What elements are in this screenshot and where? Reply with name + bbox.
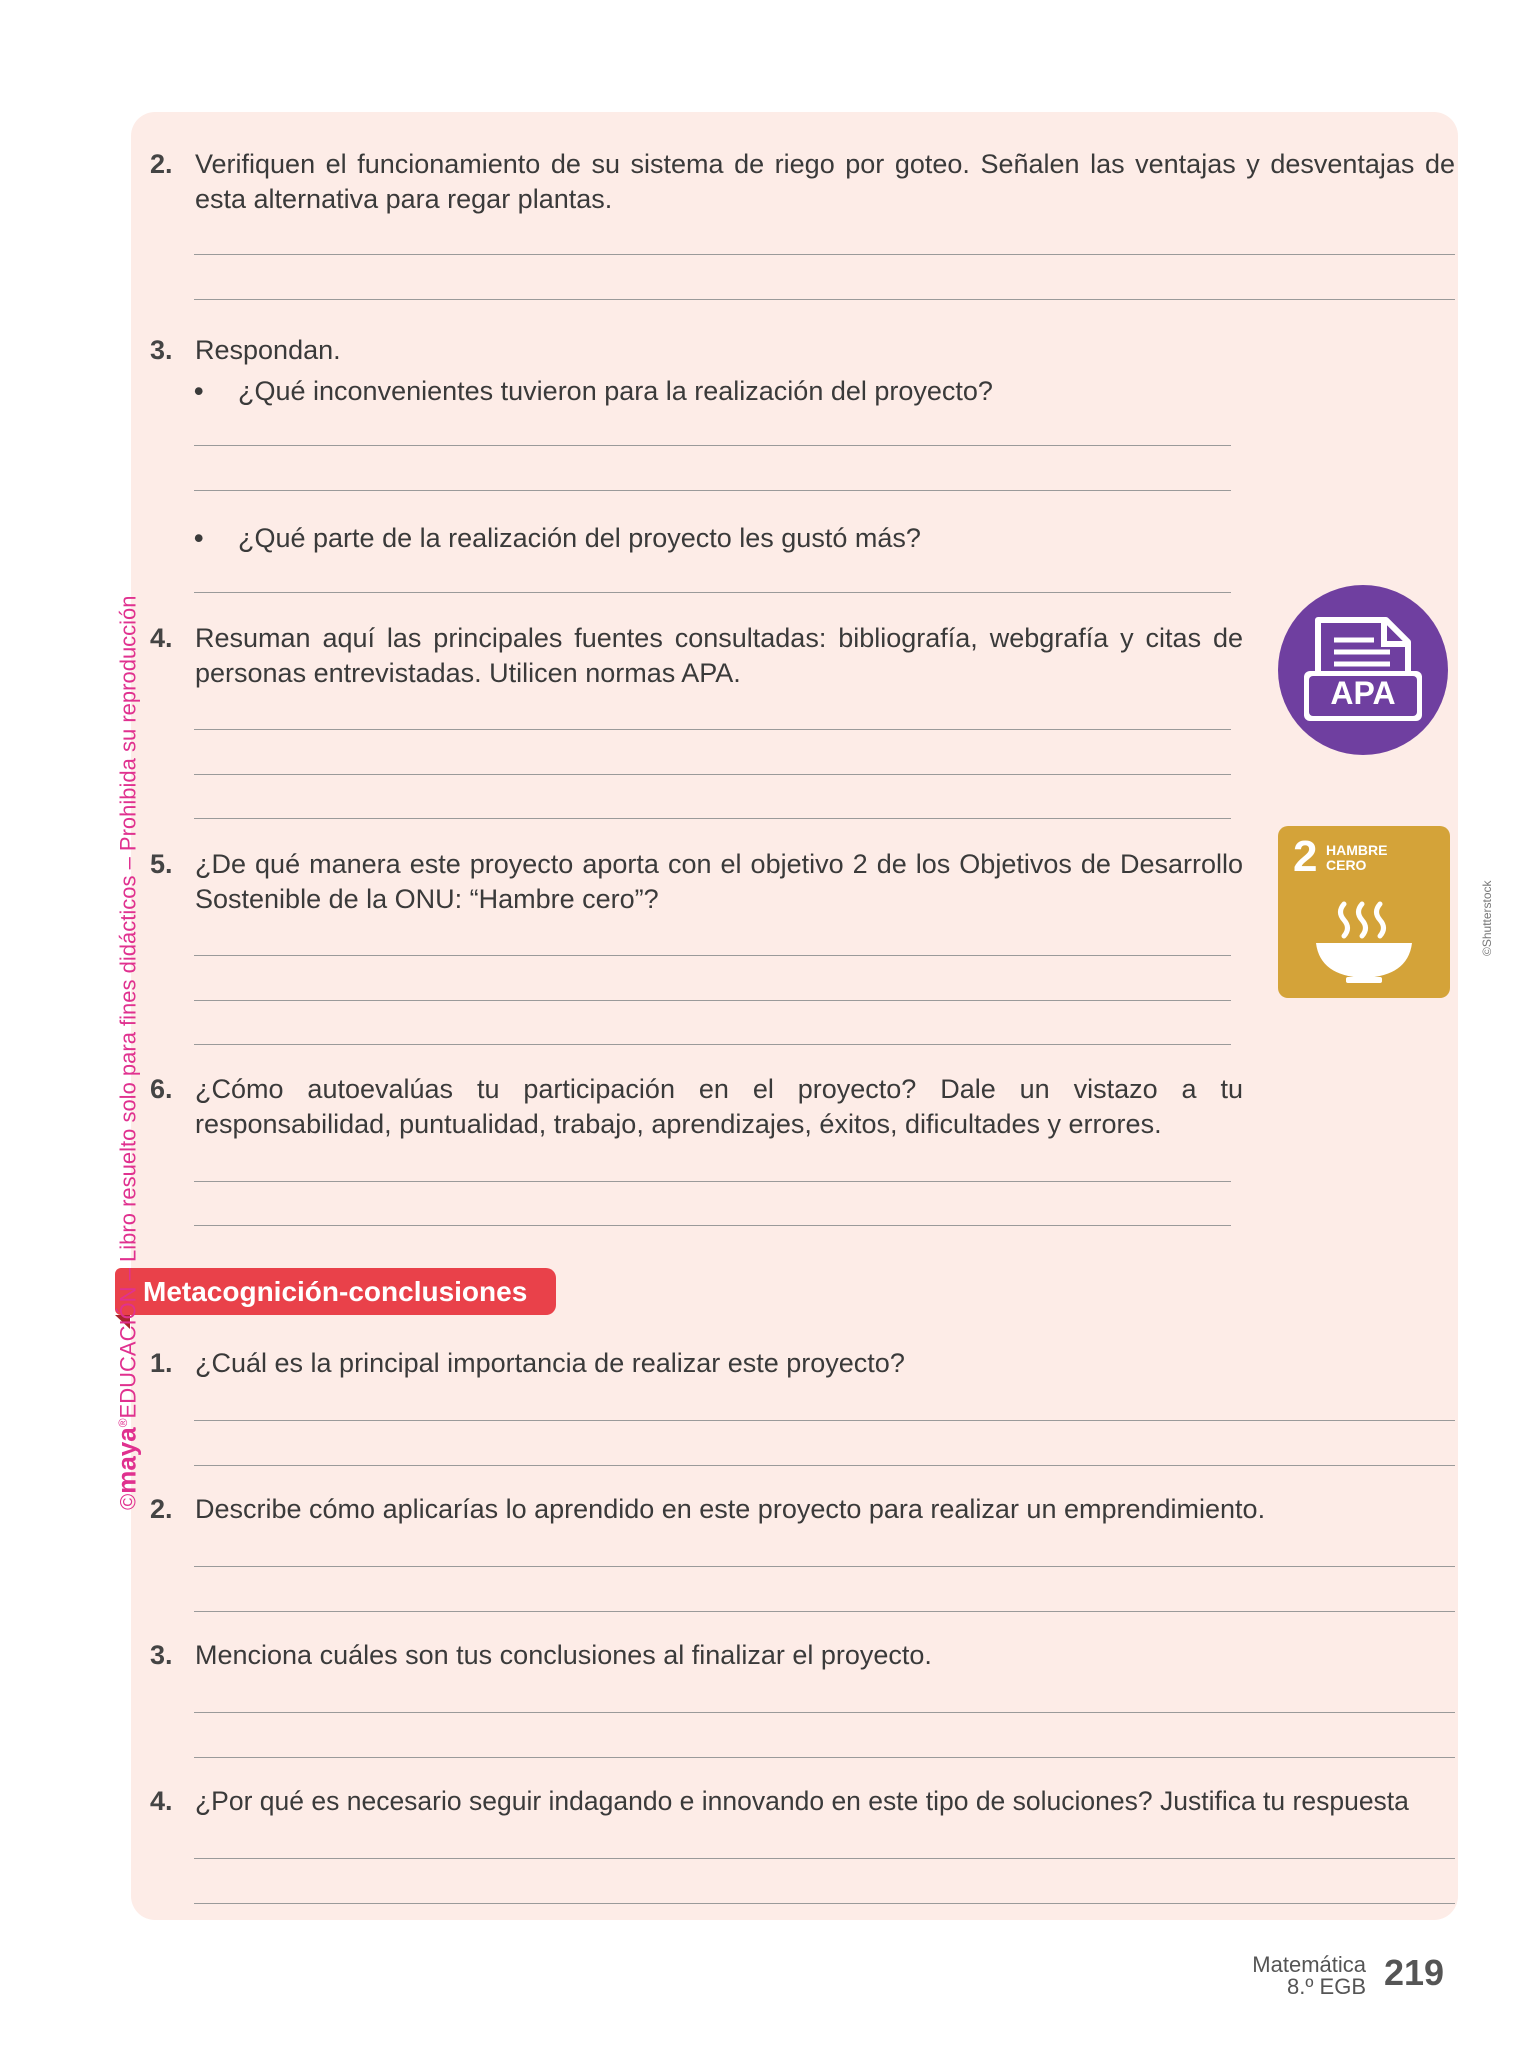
- copyright-sidebar: [110, 595, 141, 1510]
- answer-line[interactable]: [194, 592, 1231, 593]
- answer-line[interactable]: [194, 1465, 1455, 1466]
- sdg-title-line2: CERO: [1326, 857, 1367, 873]
- answer-line[interactable]: [194, 490, 1231, 491]
- question-number: 4.: [150, 1786, 173, 1816]
- question-number: 2.: [150, 1494, 173, 1524]
- question-number: 3.: [150, 1640, 173, 1670]
- answer-line[interactable]: [194, 955, 1231, 956]
- question-number: 6.: [150, 1074, 173, 1104]
- meta-question-2: [150, 1492, 1450, 1532]
- bullet-text: ¿Qué inconvenientes tuvieron para la realización del proyecto?: [238, 376, 993, 406]
- meta-question-1: [150, 1346, 1450, 1386]
- answer-line[interactable]: [194, 299, 1455, 300]
- apa-badge: [1278, 585, 1448, 755]
- question-number: 1.: [150, 1348, 173, 1378]
- copyright-text: EDUCACIÓN – Libro resuelto solo para fines didácticos – Prohibida su reproducción: [115, 595, 141, 1419]
- answer-line[interactable]: [194, 1611, 1455, 1612]
- question-3: [150, 333, 950, 373]
- answer-line[interactable]: [194, 1044, 1231, 1045]
- answer-line[interactable]: [194, 1420, 1455, 1421]
- answer-line[interactable]: [194, 254, 1455, 255]
- question-number: 4.: [150, 623, 173, 653]
- grade-level: 8.º EGB: [1287, 1974, 1366, 1999]
- question-text: ¿De qué manera este proyecto aporta con el objetivo 2 de los Objetivos de Desarrollo Sostenible de la ONU: “Hambre cero”?: [195, 849, 1243, 914]
- answer-line[interactable]: [194, 729, 1231, 730]
- answer-line[interactable]: [194, 1712, 1455, 1713]
- question-number: 2.: [150, 149, 173, 179]
- bullet-icon: •: [194, 523, 204, 553]
- question-text: Resuman aquí las principales fuentes consultadas: bibliografía, webgrafía y citas de personas entrevistadas. Utilicen normas APA.: [195, 623, 1243, 688]
- bullet-text: ¿Qué parte de la realización del proyecto les gustó más?: [238, 523, 921, 553]
- question-number: 3.: [150, 335, 173, 365]
- apa-label: APA: [1330, 675, 1396, 711]
- meta-question-3: [150, 1638, 1450, 1678]
- meta-question-4: [150, 1784, 1450, 1824]
- section-heading: Metacognición-conclusiones: [143, 1276, 528, 1307]
- question-2: [150, 147, 1455, 219]
- subject-name: Matemática: [1252, 1952, 1366, 1977]
- footer-subject: [1252, 1954, 1366, 1998]
- question-text: ¿Por qué es necesario seguir indagando e innovando en este tipo de soluciones? Justifica tu respuesta: [195, 1786, 1409, 1816]
- apa-document-icon: [1278, 585, 1448, 755]
- question-text: Respondan.: [195, 335, 341, 365]
- brand-logo-text: maya: [111, 1427, 142, 1494]
- answer-line[interactable]: [194, 1566, 1455, 1567]
- answer-line[interactable]: [194, 1181, 1231, 1182]
- bullet-item: [194, 521, 1194, 561]
- answer-line[interactable]: [194, 1903, 1455, 1904]
- sdg-number: 2: [1293, 832, 1318, 881]
- question-text: ¿Cuál es la principal importancia de realizar este proyecto?: [195, 1348, 905, 1378]
- answer-line[interactable]: [194, 774, 1231, 775]
- question-5: [150, 847, 1243, 919]
- steaming-bowl-icon: [1278, 826, 1450, 998]
- bullet-item: [194, 374, 1194, 414]
- section-heading-tab: [115, 1268, 556, 1315]
- question-number: 5.: [150, 849, 173, 879]
- sdg-title-line1: HAMBRE: [1326, 842, 1388, 858]
- question-6: [150, 1072, 1243, 1144]
- bullet-icon: •: [194, 376, 204, 406]
- answer-line[interactable]: [194, 1225, 1231, 1226]
- answer-line[interactable]: [194, 1000, 1231, 1001]
- sdg-hambre-cero-badge: [1278, 826, 1450, 998]
- copyright-symbol: ©: [115, 1493, 141, 1510]
- answer-line[interactable]: [194, 1757, 1455, 1758]
- question-text: ¿Cómo autoevalúas tu participación en el proyecto? Dale un vistazo a tu responsabilidad, puntualidad, trabajo, aprendizajes, éxitos, dificultades y errores.: [195, 1074, 1243, 1139]
- answer-line[interactable]: [194, 818, 1231, 819]
- question-4: [150, 621, 1243, 693]
- answer-line[interactable]: [194, 1858, 1455, 1859]
- question-text: Verifiquen el funcionamiento de su sistema de riego por goteo. Señalen las ventajas y desventajas de esta alternativa para regar plantas.: [195, 149, 1455, 214]
- answer-line[interactable]: [194, 445, 1231, 446]
- image-credit: ©Shutterstock: [1480, 880, 1494, 956]
- question-text: Describe cómo aplicarías lo aprendido en este proyecto para realizar un emprendimiento.: [195, 1494, 1266, 1524]
- question-text: Menciona cuáles son tus conclusiones al finalizar el proyecto.: [195, 1640, 932, 1670]
- registered-mark: ®: [116, 1418, 130, 1428]
- page-number: 219: [1384, 1952, 1445, 1993]
